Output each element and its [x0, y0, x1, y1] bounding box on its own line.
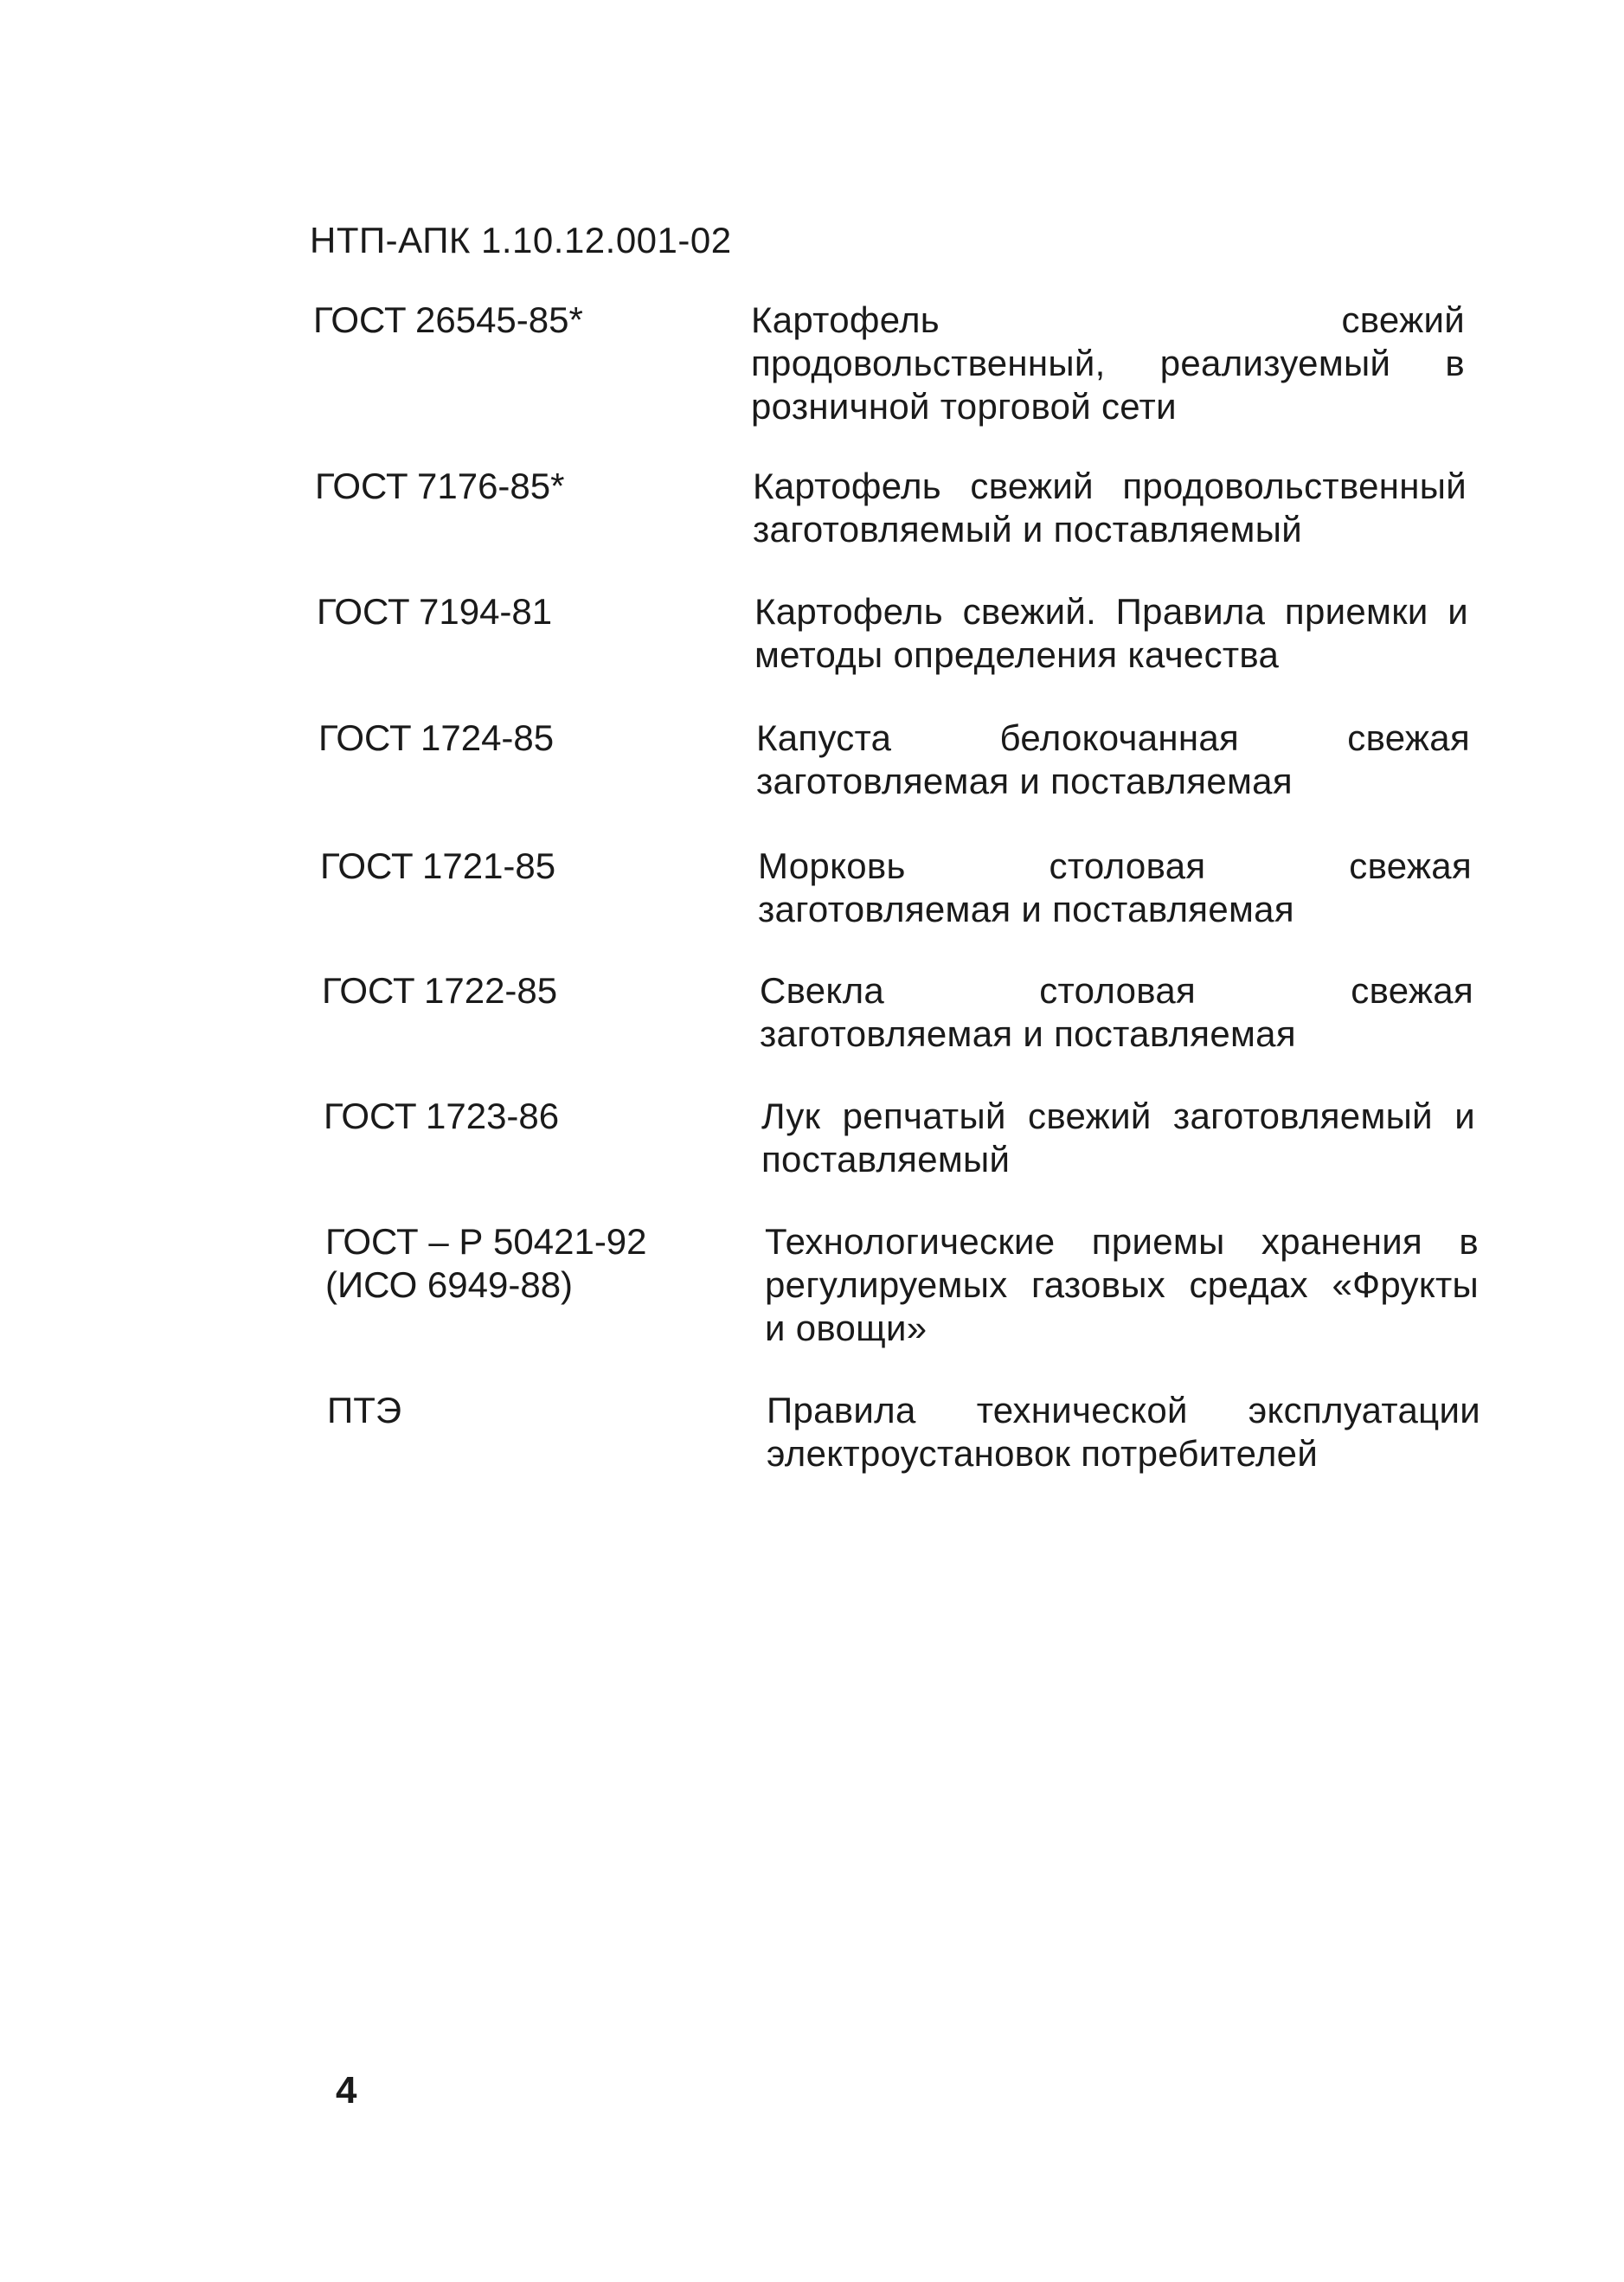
- reference-number: 1723-86: [426, 1096, 560, 1136]
- reference-prefix: ГОСТ: [315, 466, 408, 506]
- reference-number: 7176-85*: [417, 466, 565, 506]
- reference-prefix: ГОСТ: [317, 591, 410, 632]
- page-number: 4: [336, 2069, 357, 2112]
- description-line: заготовляемая и поставляемая: [756, 761, 1293, 801]
- reference-prefix: ГОСТ: [324, 1096, 417, 1136]
- reference-description: [765, 1220, 1479, 1350]
- description-line: Свекла столовая свежая: [760, 970, 1473, 1011]
- reference-id: [317, 590, 552, 633]
- reference-description: [767, 1389, 1480, 1475]
- reference-prefix: ГОСТ: [320, 845, 414, 886]
- reference-id-line: ГОСТ – Р 50421-92: [325, 1221, 647, 1262]
- description-line: Картофель свежий продовольственный: [753, 466, 1467, 506]
- reference-id: [313, 299, 583, 342]
- description-line: Капуста белокочанная свежая: [756, 717, 1470, 758]
- reference-description: [758, 845, 1472, 931]
- reference-id: [324, 1095, 559, 1138]
- description-line: розничной торговой сети: [751, 386, 1177, 427]
- reference-id: [315, 465, 564, 508]
- description-line: регулируемых газовых средах «Фрукты: [765, 1264, 1479, 1305]
- document-code-header: НТП-АПК 1.10.12.001-02: [310, 220, 732, 260]
- description-line: поставляемый: [761, 1139, 1011, 1180]
- reference-prefix: ГОСТ: [313, 299, 407, 340]
- reference-id: [325, 1220, 647, 1307]
- description-line: методы определения качества: [754, 634, 1280, 675]
- reference-description: [753, 465, 1467, 551]
- description-line: Картофель свежий. Правила приемки и: [754, 591, 1468, 632]
- description-line: и овощи»: [765, 1308, 928, 1348]
- reference-description: [754, 590, 1468, 677]
- description-line: Технологические приемы хранения в: [765, 1221, 1479, 1262]
- reference-number: 1724-85: [420, 717, 555, 758]
- description-line: заготовляемая и поставляемая: [760, 1013, 1296, 1054]
- reference-id-line: (ИСО 6949-88): [325, 1264, 574, 1305]
- reference-id: [322, 969, 557, 1012]
- description-line: Морковь столовая свежая: [758, 845, 1472, 886]
- reference-number: 26545-85*: [415, 299, 583, 340]
- reference-prefix: ГОСТ: [322, 970, 415, 1011]
- reference-id: [318, 717, 554, 760]
- description-line: Лук репчатый свежий заготовляемый и: [761, 1096, 1475, 1136]
- reference-description: [751, 299, 1465, 428]
- reference-id-line: ПТЭ: [327, 1390, 402, 1430]
- reference-number: 7194-81: [419, 591, 553, 632]
- description-line: продовольственный, реализуемый в: [751, 343, 1465, 383]
- reference-number: 1722-85: [424, 970, 558, 1011]
- description-line: электроустановок потребителей: [767, 1433, 1319, 1474]
- reference-number: 1721-85: [422, 845, 556, 886]
- reference-prefix: ГОСТ: [318, 717, 412, 758]
- description-line: Правила технической эксплуатации: [767, 1390, 1480, 1430]
- description-line: Картофель свежий: [751, 299, 1465, 340]
- reference-id: [327, 1389, 401, 1432]
- description-line: заготовляемый и поставляемый: [753, 509, 1302, 550]
- reference-description: [761, 1095, 1475, 1181]
- reference-description: [760, 969, 1473, 1056]
- reference-id: [320, 845, 555, 888]
- reference-description: [756, 717, 1470, 803]
- description-line: заготовляемая и поставляемая: [758, 889, 1294, 929]
